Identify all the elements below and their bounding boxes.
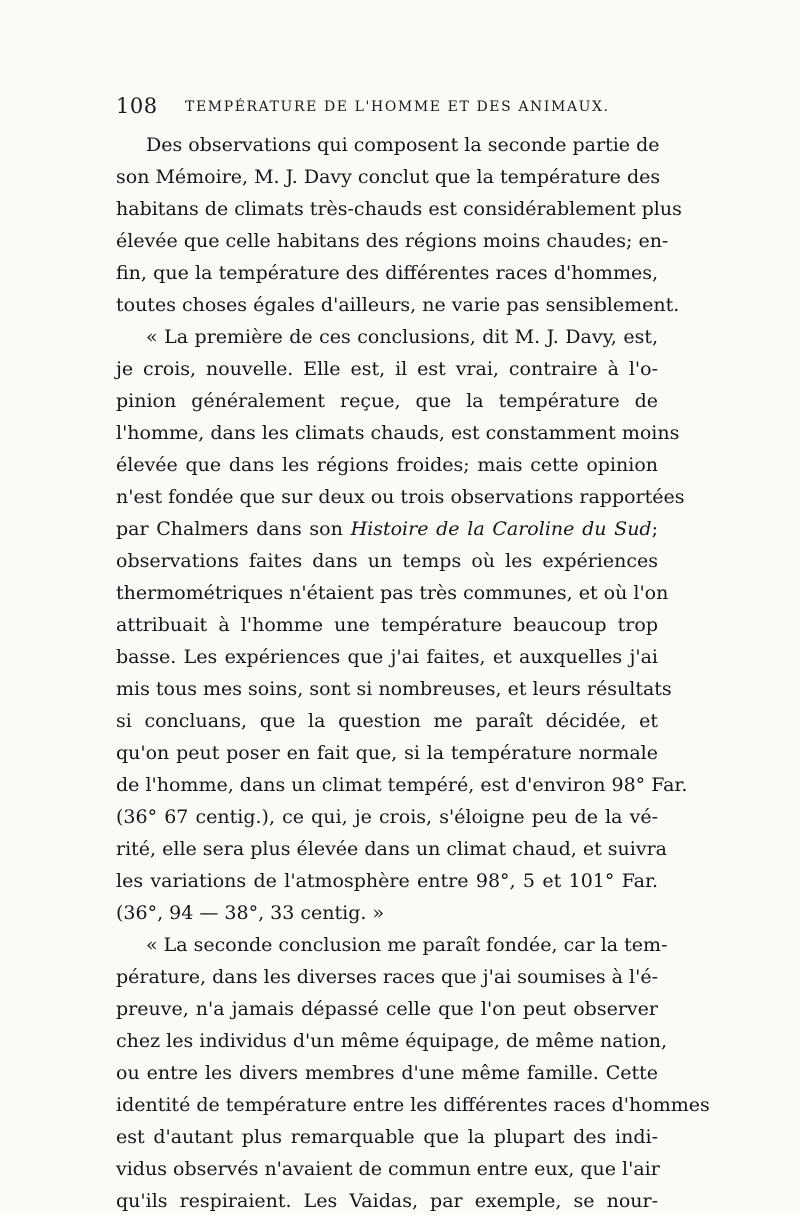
text-line: si concluans, que la question me paraît décidée, et [116, 710, 658, 732]
text-line: habitans de climats très-chauds est considérablement plus [116, 198, 682, 220]
text-line: qu'on peut poser en fait que, si la température normale [116, 742, 658, 764]
text-line: pinion généralement reçue, que la température de [116, 390, 658, 412]
text-fragment: ; [651, 518, 658, 540]
text-line: mis tous mes soins, sont si nombreuses, et leurs résultats [116, 678, 672, 700]
text-line: identité de température entre les différentes races d'hommes [116, 1094, 710, 1116]
text-line: rité, elle sera plus élevée dans un climat chaud, et suivra [116, 838, 667, 860]
text-line: vidus observés n'avaient de commun entre eux, que l'air [116, 1158, 660, 1180]
text-line: basse. Les expériences que j'ai faites, et auxquelles j'ai [116, 646, 658, 668]
book-title: Histoire de la Caroline du Sud [350, 518, 652, 540]
running-title: TEMPÉRATURE DE L'HOMME ET DES ANIMAUX. [185, 99, 610, 115]
text-fragment: par Chalmers dans son [116, 518, 343, 540]
text-line: élevée que celle habitans des régions moins chaudes; en- [116, 230, 669, 252]
text-line: preuve, n'a jamais dépassé celle que l'on peut observer [116, 998, 658, 1020]
text-line: chez les individus d'un même équipage, de même nation, [116, 1030, 667, 1052]
text-line: l'homme, dans les climats chauds, est constamment moins [116, 422, 680, 444]
text-line: pérature, dans les diverses races que j'ai soumises à l'é- [116, 966, 658, 988]
text-line: « La première de ces conclusions, dit M. J. Davy, est, [146, 326, 658, 348]
text-line: de l'homme, dans un climat tempéré, est d'environ 98° Far. [116, 774, 688, 796]
text-line: n'est fondée que sur deux ou trois observations rapportées [116, 486, 685, 508]
text-line: qu'ils respiraient. Les Vaidas, par exemple, se nour- [116, 1190, 658, 1212]
text-line: son Mémoire, M. J. Davy conclut que la température des [116, 166, 661, 188]
page-number: 108 [116, 94, 158, 118]
text-line: toutes choses égales d'ailleurs, ne varie pas sensiblement. [116, 294, 680, 316]
text-line: est d'autant plus remarquable que la plupart des indi- [116, 1126, 658, 1148]
text-line: élevée que dans les régions froides; mais cette opinion [116, 454, 658, 476]
text-line: les variations de l'atmosphère entre 98°, 5 et 101° Far. [116, 870, 658, 892]
text-line: fin, que la température des différentes races d'hommes, [116, 262, 658, 284]
page-header [116, 94, 686, 124]
text-line: thermométriques n'étaient pas très communes, et où l'on [116, 582, 669, 604]
text-line: ou entre les divers membres d'une même famille. Cette [116, 1062, 658, 1084]
text-line: (36° 67 centig.), ce qui, je crois, s'éloigne peu de la vé- [116, 806, 658, 828]
text-line: « La seconde conclusion me paraît fondée, car la tem- [146, 934, 668, 956]
text-line: attribuait à l'homme une température beaucoup trop [116, 614, 658, 636]
text-line: je crois, nouvelle. Elle est, il est vrai, contraire à l'o- [116, 358, 658, 380]
text-line: (36°, 94 — 38°, 33 centig. » [116, 902, 385, 924]
text-line: Des observations qui composent la seconde partie de [146, 134, 660, 156]
text-line-with-book-title [116, 513, 658, 545]
text-line: observations faites dans un temps où les expériences [116, 550, 658, 572]
body-text [116, 129, 710, 1217]
